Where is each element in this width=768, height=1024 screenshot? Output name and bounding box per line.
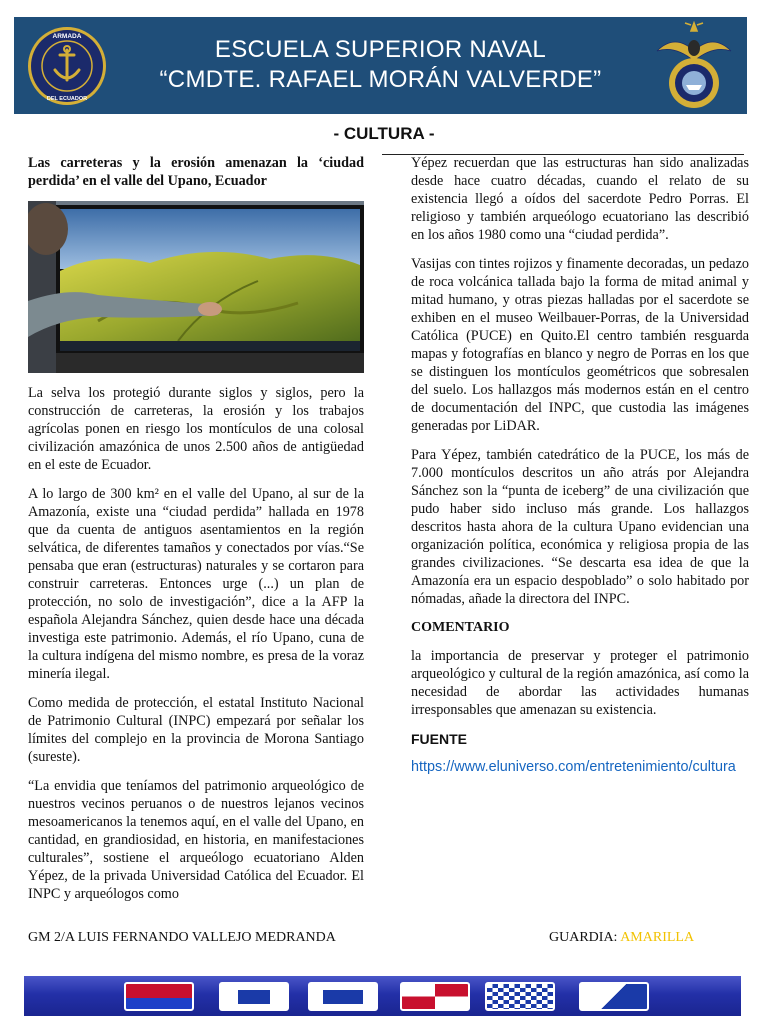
- guardia-label: GUARDIA:: [549, 930, 618, 945]
- fuente-heading: FUENTE: [411, 731, 467, 747]
- left-paragraph: A lo largo de 300 km² en el valle del Upano, al sur de la Amazonía, existe una “ciudad perdida” hallada en 1978 que da cuenta de antiguos asentamientos en la región selvática, de diferentes tamaños y conectados por vías.“Se pensaba que eran (estructuras) naturales y se cortaron para construir carreteras. Entonces urge (...) un plan de protección, no solo de investigación”, dice a la AFP la española Alejandra Sánchez, quien desde hace una década investiga este patrimonio. Además, el río Upano, cuna de la cultura indígena del mismo nombre, es presa de la voraz minería ilegal.: [28, 486, 364, 682]
- lidar-terrain-photo: [28, 201, 364, 373]
- comentario-heading: COMENTARIO: [411, 620, 510, 635]
- school-title-line1: ESCUELA SUPERIOR NAVAL: [214, 36, 547, 63]
- source-link[interactable]: https://www.eluniverso.com/entretenimiento/cultura: [411, 759, 736, 775]
- blue-square-flag-icon: [219, 982, 289, 1011]
- right-paragraph: Yépez recuerdan que las estructuras han sido analizadas desde hace cuatro décadas, cuando el relato de su existencia llegó a oídos del sacerdote Pedro Porras. El religioso y también arqueólogo ecuatoriano las describió en los años 1980 como una “ciudad perdida”.: [411, 155, 749, 243]
- anchor-seal-icon: [27, 26, 107, 106]
- comentario-text: la importancia de preservar y proteger el patrimonio arqueológico y cultural de la región amazónica, así como la necesidad de abordar las actividades humanas irresponsables que amenazan su existencia.: [411, 648, 749, 718]
- header-banner: [14, 17, 747, 114]
- left-column: [28, 154, 364, 914]
- blue-white-checker-flag-icon: [485, 982, 555, 1011]
- left-paragraph: La selva los protegió durante siglos y siglos, pero la construcción de carreteras, la erosión y los trabajos agrícolas ponen en riesgo los montículos de una colosal civilización amazónica de unos 2.500 años de antigüedad en el este de Ecuador.: [28, 385, 364, 473]
- school-title: [114, 35, 647, 95]
- guardia-value: AMARILLA: [620, 930, 695, 945]
- signal-flag-bar: [24, 976, 741, 1016]
- guardia-line: [549, 930, 694, 946]
- author-line: GM 2/A LUIS FERNANDO VALLEJO MEDRANDA: [28, 930, 336, 945]
- right-paragraph: Vasijas con tintes rojizos y finamente decoradas, un pedazo de roca volcánica tallada bajo la forma de mitad animal y mitad humano, y otras piezas halladas por el sacerdote se exhiben en el museo Weilbauer-Porras, de la Universidad Católica (PUCE) en Quito.El centro también resguarda mapas y fotografías en blanco y negro de Porras en los que se distinguen los montículos geométricos que sobresalen del suelo. Los hallazgos más modernos están en el centro de documentación del INPC, que custodia las imágenes generadas por LiDAR.: [411, 256, 749, 434]
- school-title-line2: “CMDTE. RAFAEL MORÁN VALVERDE”: [159, 66, 602, 93]
- left-paragraph: Como medida de protección, el estatal Instituto Nacional de Patrimonio Cultural (INPC) empezará por señalar los límites del complejo en la provincia de Morona Santiago (sureste).: [28, 695, 364, 765]
- seal-bottom-text: DEL ECUADOR: [46, 96, 88, 102]
- seal-top-text: ARMADA: [52, 33, 82, 40]
- eagle-crest-icon: [655, 21, 733, 113]
- blue-white-diagonal-flag-icon: [579, 982, 649, 1011]
- right-column: [411, 154, 749, 777]
- article-headline: Las carreteras y la erosión amenazan la ‘ciudad perdida’ en el valle del Upano, Ecuador: [28, 155, 364, 189]
- red-blue-flag-icon: [124, 982, 194, 1011]
- left-paragraph: “La envidia que teníamos del patrimonio arqueológico de nuestros vecinos peruanos o de nuestros lejanos vecinos mesoamericanos la tenemos aquí, en el valle del Upano, en cantidad, en grandiosidad, en historia, en manifestaciones culturales”, sostiene el arqueólogo ecuatoriano Alden Yépez, de la privada Universidad Católica del Ecuador. El INPC y arqueólogos como: [28, 778, 364, 902]
- right-paragraph: Para Yépez, también catedrático de la PUCE, los más de 7.000 montículos descritos un año atrás por Alejandra Sánchez son la “punta de iceberg” de una civilización que pudo haber sido incluso más grande. Los hallazgos descritos hasta ahora de la cultura Upano evidencian una organización política, económica y religiosa propia de las grandes civilizaciones. “Se descarta esa idea de que la Amazonía era un espacio despoblado” o solo habitado por nómadas, añade la directora del INPC.: [411, 447, 749, 607]
- section-title: - CULTURA -: [333, 124, 435, 143]
- red-white-quarters-flag-icon: [400, 982, 470, 1011]
- blue-square-flag-icon: [308, 982, 378, 1011]
